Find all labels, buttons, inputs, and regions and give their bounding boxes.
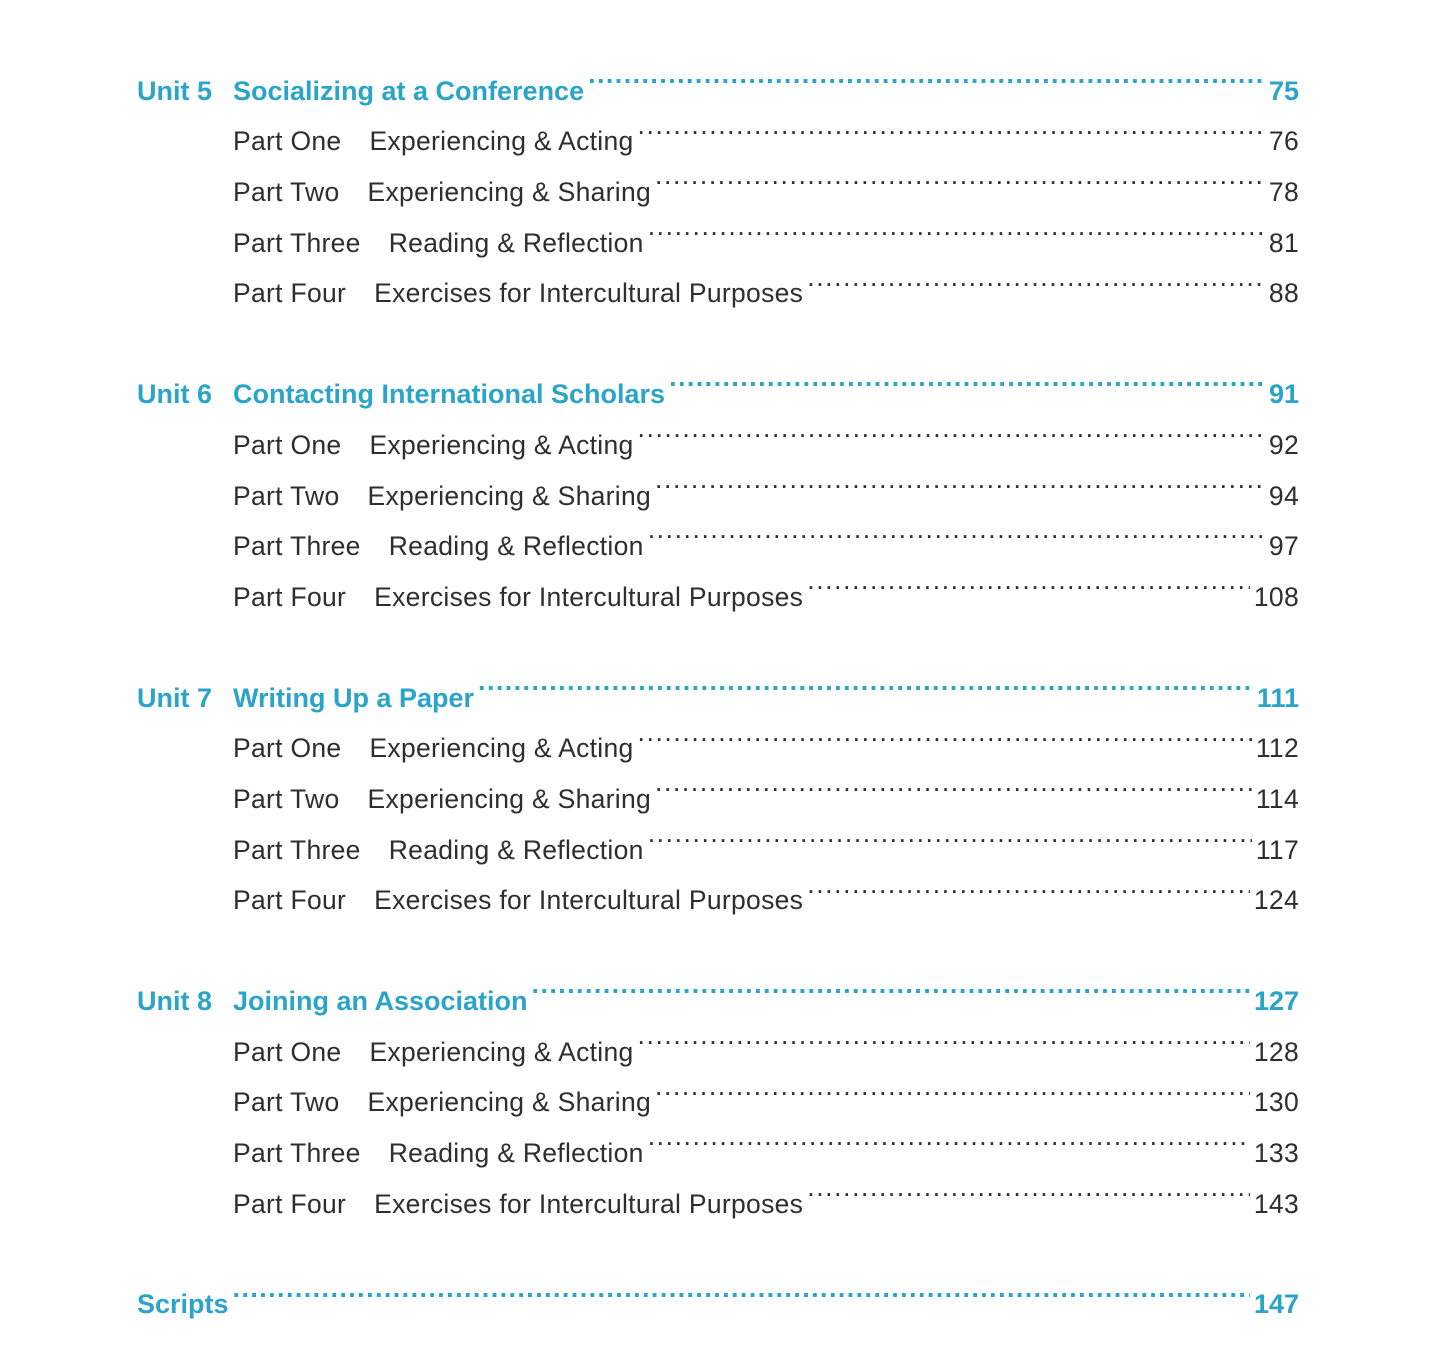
part-number: Part Three <box>233 1138 361 1169</box>
dot-leader <box>648 201 1265 252</box>
part-number: Part One <box>233 126 342 157</box>
part-number: Part Two <box>233 480 340 511</box>
dot-leader <box>807 555 1250 606</box>
page-number: 111 <box>1256 682 1299 713</box>
dot-leader <box>807 1162 1250 1213</box>
dot-leader <box>807 859 1250 910</box>
page-number: 112 <box>1255 733 1299 764</box>
dot-leader <box>807 252 1265 303</box>
page-number: 94 <box>1268 480 1299 511</box>
unit-8-section <box>137 959 1299 1219</box>
part-number: Part One <box>233 733 342 764</box>
page-number: 81 <box>1268 227 1299 258</box>
part-number: Part One <box>233 429 342 460</box>
part-title: Experiencing & Sharing <box>367 177 652 208</box>
unit-number: Unit 6 <box>137 379 213 410</box>
page-number: 147 <box>1253 1289 1299 1320</box>
dot-leader <box>638 403 1265 454</box>
part-title: Experiencing & Sharing <box>367 480 652 511</box>
part-title: Exercises for Intercultural Purposes <box>374 1188 804 1219</box>
page-number: 88 <box>1268 278 1299 309</box>
dot-leader <box>638 100 1265 151</box>
page-number: 75 <box>1268 75 1299 106</box>
scripts-title: Scripts <box>137 1289 229 1320</box>
unit-6-section <box>137 352 1299 612</box>
part-title: Experiencing & Sharing <box>367 783 652 814</box>
page-number: 92 <box>1268 429 1299 460</box>
scripts-entry[interactable] <box>137 1263 1299 1320</box>
part-title: Reading & Reflection <box>388 227 644 258</box>
part-number: Part Two <box>233 783 340 814</box>
unit-title: Writing Up a Paper <box>233 682 475 713</box>
dot-leader <box>655 1061 1250 1112</box>
page-number: 78 <box>1268 177 1299 208</box>
dot-leader <box>638 707 1252 758</box>
dot-leader <box>669 352 1265 403</box>
scripts-section <box>137 1263 1299 1320</box>
part-number: Part Four <box>233 1188 347 1219</box>
part-title: Exercises for Intercultural Purposes <box>374 278 804 309</box>
part-title: Reading & Reflection <box>388 531 644 562</box>
page-number: 143 <box>1253 1188 1299 1219</box>
dot-leader <box>532 959 1250 1010</box>
part-number: Part Three <box>233 227 361 258</box>
dot-leader <box>655 757 1252 808</box>
part-title: Experiencing & Sharing <box>367 1087 652 1118</box>
unit-entry[interactable] <box>137 959 1299 1016</box>
part-number: Part Four <box>233 581 347 612</box>
part-title: Reading & Reflection <box>388 834 644 865</box>
unit-entry[interactable] <box>137 49 1299 106</box>
part-number: Part Two <box>233 177 340 208</box>
unit-number: Unit 5 <box>137 75 213 106</box>
page-number: 114 <box>1255 783 1299 814</box>
part-number: Part Two <box>233 1087 340 1118</box>
dot-leader <box>648 505 1265 556</box>
page-number: 117 <box>1255 834 1299 865</box>
part-number: Part One <box>233 1036 342 1067</box>
page-number: 133 <box>1253 1138 1299 1169</box>
part-number: Part Four <box>233 885 347 916</box>
table-of-contents <box>137 49 1299 1320</box>
part-title: Exercises for Intercultural Purposes <box>374 885 804 916</box>
part-number: Part Four <box>233 278 347 309</box>
dot-leader <box>655 150 1265 201</box>
page-number: 124 <box>1253 885 1299 916</box>
part-number: Part Three <box>233 834 361 865</box>
dot-leader <box>588 49 1265 100</box>
unit-number: Unit 8 <box>137 986 213 1016</box>
unit-title: Socializing at a Conference <box>233 75 585 106</box>
page-number: 128 <box>1253 1036 1299 1067</box>
page-number: 91 <box>1268 379 1299 410</box>
page-number: 108 <box>1253 581 1299 612</box>
dot-leader <box>233 1263 1250 1314</box>
part-title: Experiencing & Acting <box>369 1036 634 1067</box>
page-number: 127 <box>1253 986 1299 1016</box>
part-title: Experiencing & Acting <box>369 429 634 460</box>
part-number: Part Three <box>233 531 361 562</box>
dot-leader <box>655 454 1265 505</box>
unit-entry[interactable] <box>137 656 1299 713</box>
page-number: 76 <box>1268 126 1299 157</box>
unit-entry[interactable] <box>137 352 1299 410</box>
unit-7-section <box>137 656 1299 916</box>
unit-title: Joining an Association <box>233 986 528 1016</box>
unit-number: Unit 7 <box>137 682 213 713</box>
dot-leader <box>648 808 1252 859</box>
dot-leader <box>638 1010 1250 1061</box>
part-title: Exercises for Intercultural Purposes <box>374 581 804 612</box>
part-title: Reading & Reflection <box>388 1138 644 1169</box>
dot-leader <box>478 656 1253 707</box>
unit-5-section <box>137 49 1299 309</box>
dot-leader <box>648 1111 1250 1162</box>
page-number: 97 <box>1268 531 1299 562</box>
part-title: Experiencing & Acting <box>369 126 634 157</box>
part-title: Experiencing & Acting <box>369 733 634 764</box>
unit-title: Contacting International Scholars <box>233 379 666 410</box>
page-number: 130 <box>1253 1087 1299 1118</box>
